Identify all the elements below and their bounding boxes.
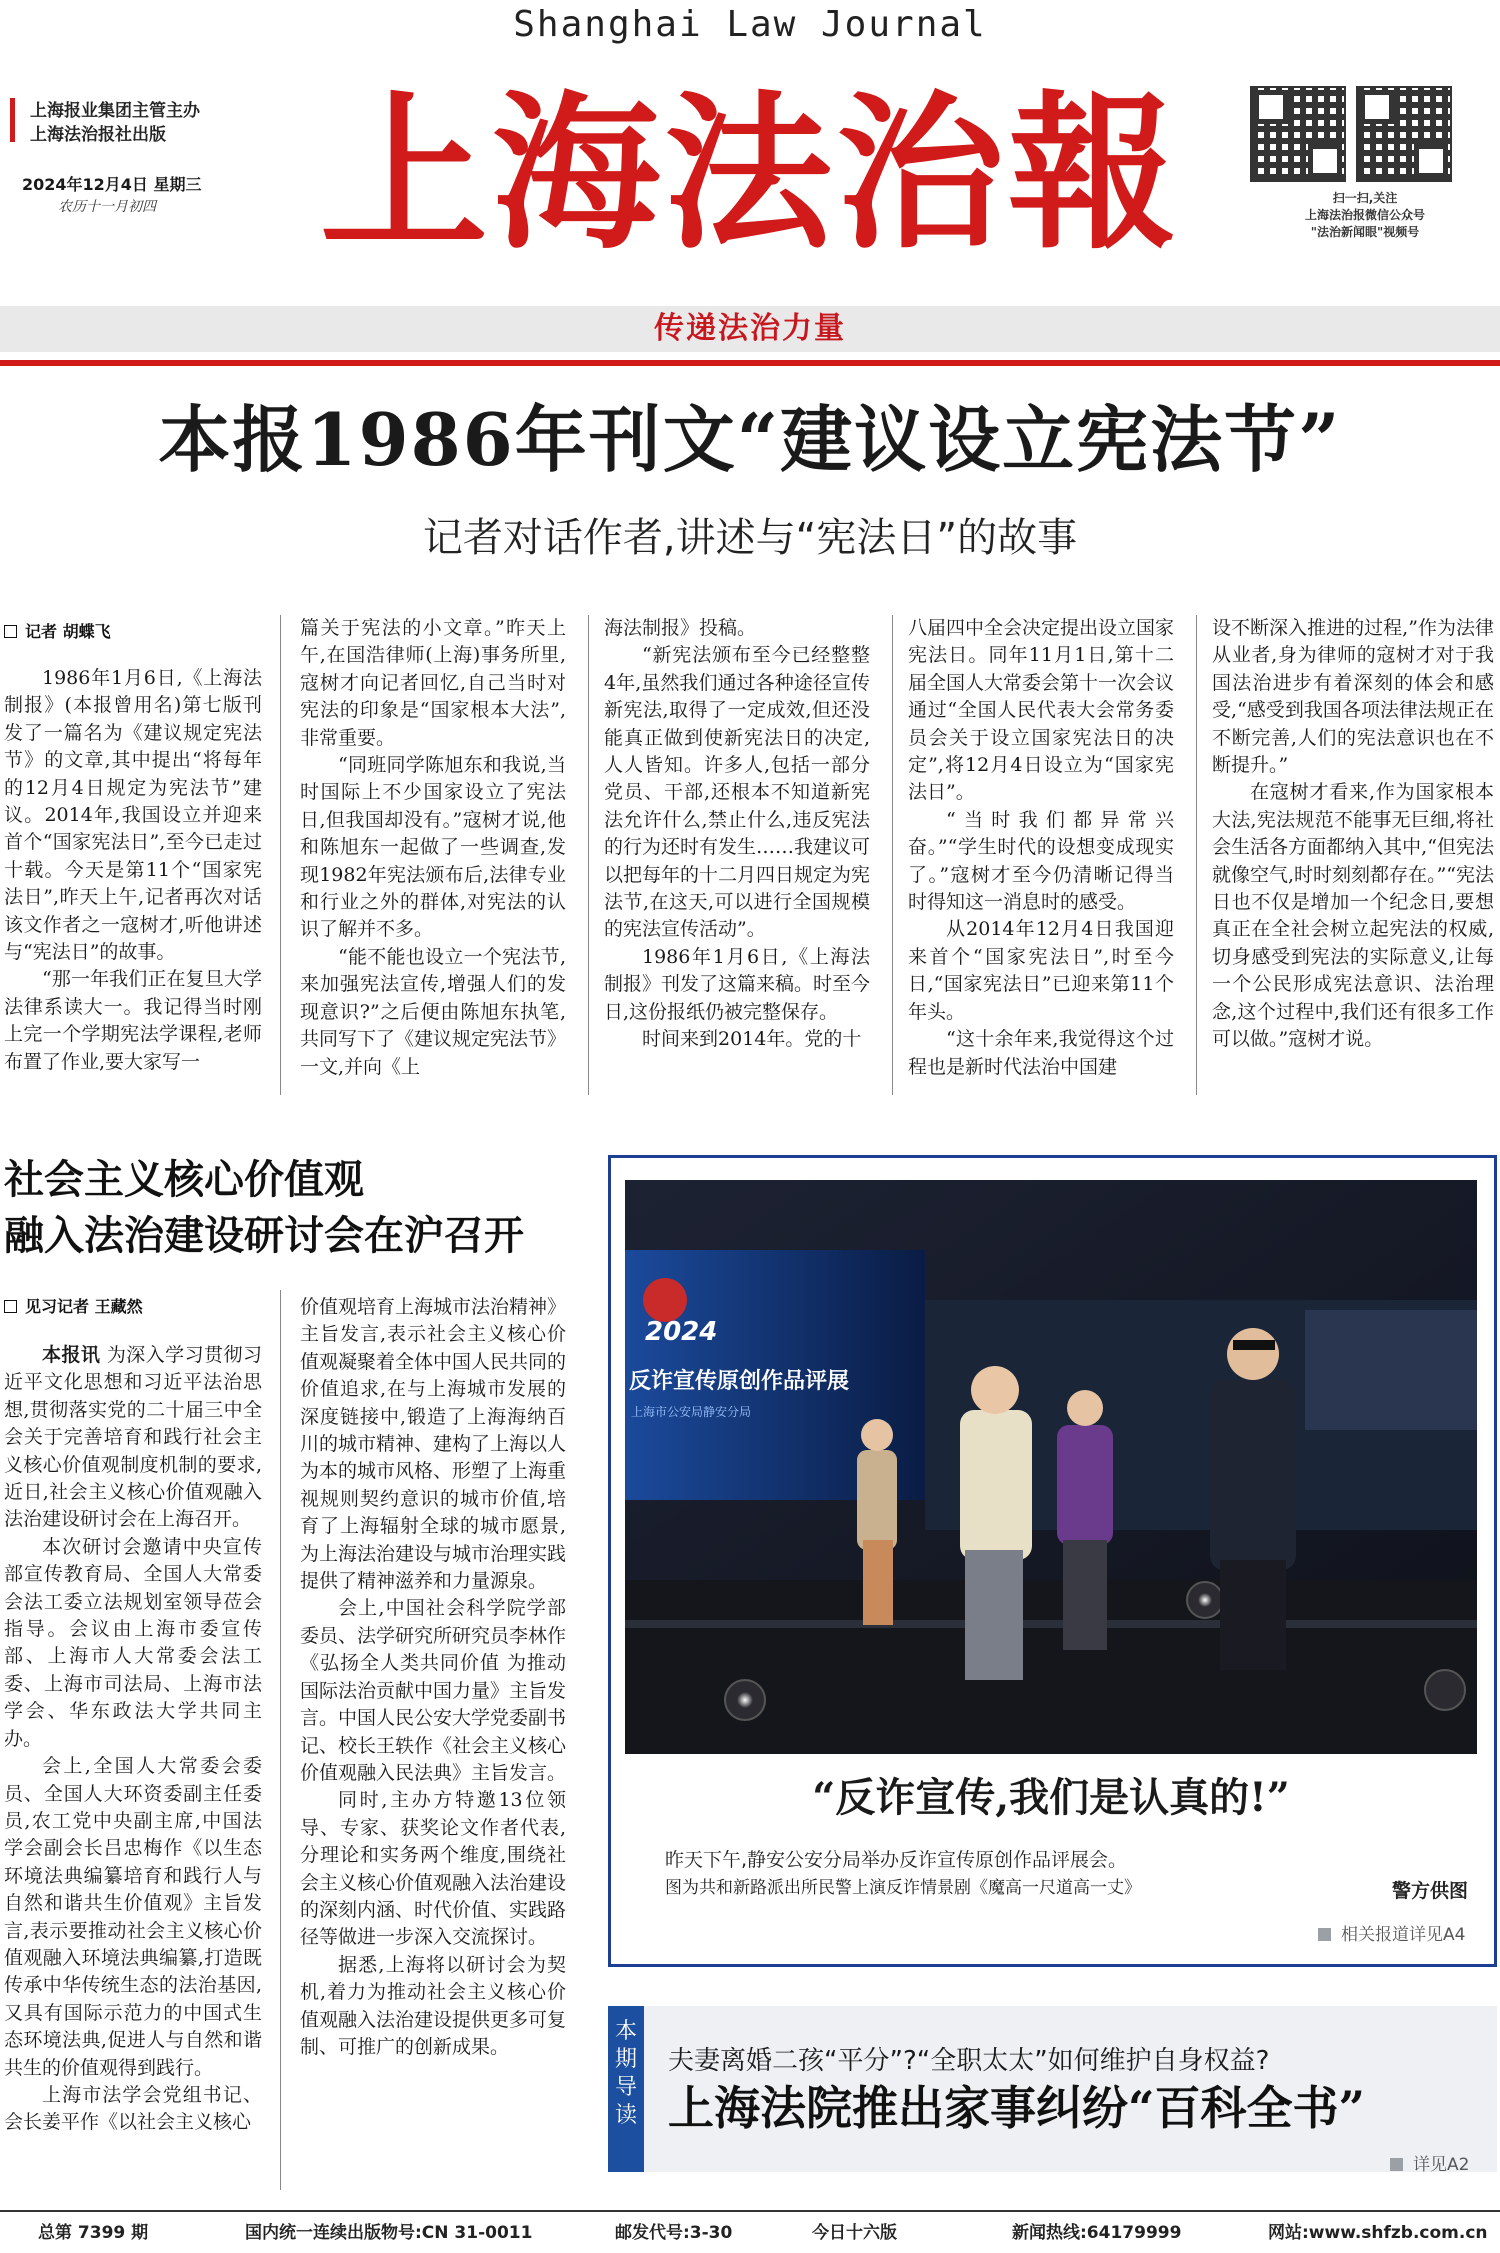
paragraph: “新宪法颁布至今已经整整4年,虽然我们通过各种途径宣传新宪法,取得了一定成效,但还没能真正做到使新宪法日的决定,人人皆知。许多人,包括一部分党员、干部,还根本不知道新宪法允许什么,禁止什么,违反宪法的行为还时有发生……我建议可以把每年的十二月四日规定为宪法节,在这天,可以进行全国规模的宪法宣传活动”。	[604, 644, 871, 941]
lead-headline[interactable]: 本报1986年刊文“建议设立宪法节”	[158, 397, 1342, 482]
paragraph: 会上,全国人大常委会委员、全国人大环资委副主任委员,农工党中央副主席,中国法学会副会长吕忠梅作《以生态环境法典编纂培育和践行人与自然和谐共生价值观》主旨发言,表示要推动社会主义核心价值观融入环境法典编纂,打造既传承中华传统生态的法治基因,又具有国际示范力的中国式生态环境法典,促进人与自然和谐共生的价值观得到践行。	[4, 1755, 262, 2079]
guide-tab-char: 读	[614, 2103, 637, 2128]
lead-byline	[4, 619, 111, 642]
paragraph: 设不断深入推进的过程,”作为法律从业者,身为律师的寇树才对于我国法治进步有着深刻的体会和感受,“感受到我国各项法律法规正在不断完善,人们的宪法意识也在不断提升。”	[1212, 617, 1494, 777]
lead-column-2	[300, 615, 566, 1081]
column-divider	[280, 615, 281, 1095]
paragraph: 八届四中全会决定提出设立国家宪法日。同年11月1日,第十二届全国人大常委会第十一次会议通过“全国人民代表大会常务委员会关于设立国家宪法日的决定”,将12月4日设立为“国家宪法日”。	[908, 617, 1175, 804]
screen-title: 反诈宣传原创作品评展	[629, 1369, 850, 1394]
qr-caption-line-2: 上海法治报微信公众号	[1304, 208, 1425, 222]
qr-caption-line-3: "法治新闻眼"视频号	[1310, 225, 1420, 239]
paragraph: 海法制报》投稿。	[604, 617, 757, 639]
guide-question[interactable]: 夫妻离婚二孩“平分”?“全职太太”如何维护自身权益?	[668, 2046, 1270, 2076]
lunar-date: 农历十一月初四	[58, 199, 156, 215]
footer-divider	[0, 2210, 1500, 2212]
lead-column-4	[908, 615, 1174, 1081]
lead-byline-text: 记者 胡蝶飞	[25, 622, 111, 641]
qr-caption	[1250, 190, 1480, 241]
guide-tab-char: 导	[614, 2075, 637, 2100]
story2-lead-label: 本报讯	[42, 1344, 101, 1366]
story2-column-2	[300, 1294, 566, 2061]
paragraph: 时间来到2014年。党的十	[642, 1028, 862, 1051]
screen-subtitle: 上海市公安局静安分局	[631, 1405, 752, 1419]
english-title: Shanghai Law Journal	[513, 4, 987, 45]
paragraph: “能不能也设立一个宪法节,来加强宪法宣传,增强人们的发现意识?”之后便由陈旭东执笔,共同写下了《建议规定宪法节》一文,并向《上	[300, 945, 567, 1078]
photo-caption-line-2: 图为共和新路派出所民警上演反诈情景剧《魔高一尺道高一丈》	[665, 1878, 1141, 1898]
footer-pages: 今日十六版	[812, 2223, 897, 2243]
story2-title-line-2: 融入法治建设研讨会在沪召开	[4, 1212, 524, 1259]
paragraph: “当时我们都异常兴奋。”“学生时代的设想变成现实了。”寇树才至今仍清晰记得当时得知这一消息时的感受。	[908, 808, 1174, 914]
guide-tab-char: 本	[614, 2019, 637, 2044]
story2-byline	[4, 1294, 143, 1317]
screen-year: 2024	[645, 1317, 718, 1347]
story2-title[interactable]	[4, 1152, 594, 1264]
guide-reference-link[interactable]	[1390, 2150, 1469, 2175]
paragraph: “这十余年来,我觉得这个过程也是新时代法治中国建	[908, 1028, 1174, 1078]
guide-reference-text: 详见A2	[1413, 2155, 1470, 2175]
paragraph: 上海市法学会党组书记、会长姜平作《以社会主义核心	[4, 2083, 262, 2134]
qr-caption-line-1: 扫一扫,关注	[1332, 191, 1398, 205]
paragraph: 据悉,上海将以研讨会为契机,着力为推动社会主义核心价值观融入法治建设提供更多可复制、可推广的创新成果。	[300, 1953, 567, 2058]
paragraph: 价值观培育上海城市法治精神》主旨发言,表示社会主义核心价值观凝聚着全体中国人民共同的价值追求,在与上海城市发展的深度链接中,锻造了上海海纳百川的城市精神、建构了上海以人为本的城市风格、形塑了上海重视规则契约意识的城市价值,培育了上海辐射全球的城市愿景,为上海法治建设与城市治理实践提供了精神滋养和力量源泉。	[300, 1296, 567, 1593]
slogan: 传递法治力量	[654, 311, 846, 346]
guide-headline[interactable]: 上海法院推出家事纠纷“百科全书”	[668, 2081, 1365, 2135]
paragraph: “同班同学陈旭东和我说,当时国际上不少国家设立了宪法日,但我国却没有。”寇树才说,他和陈旭东一起做了一些调查,发现1982年宪法颁布后,法律专业和行业之外的群体,对宪法的认识了解并不多。	[300, 754, 566, 941]
paragraph: 本次研讨会邀请中央宣传部宣传教育局、全国人大常委会法工委立法规划室领导莅会指导。会议由上海市委宣传部、上海市人大常委会法工委、上海市司法局、上海市法学会、华东政法大学共同主办。	[4, 1535, 262, 1750]
paragraph: “那一年我们正在复旦大学法律系读大一。我记得当时刚上完一个学期宪法学课程,老师布置了作业,要大家写一	[4, 968, 262, 1073]
lead-column-1	[4, 665, 262, 1076]
publisher-mark	[10, 98, 15, 142]
square-bullet-icon	[1318, 1928, 1331, 1941]
lead-column-5	[1212, 615, 1494, 1054]
footer-website[interactable]: 网站:www.shfzb.com.cn	[1268, 2223, 1488, 2243]
footer-cn-number: 国内统一连续出版物号:CN 31-0011	[245, 2223, 533, 2243]
paragraph: 从2014年12月4日我国迎来首个“国家宪法日”,时至今日,“国家宪法日”已迎来第11个年头。	[908, 918, 1174, 1023]
story2-title-line-1: 社会主义核心价值观	[4, 1156, 364, 1203]
paragraph: 在寇树才看来,作为国家根本大法,宪法规范不能事无巨细,将社会生活各方面都纳入其中,“但宪法就像空气,时时刻刻都存在。”“宪法日也不仅是增加一个纪念日,要想真正在全社会树立起宪法的权威,切身感受到宪法的实际意义,让每一个公民形成宪法意识、法治理念,这个过程中,我们还有很多工作可以做。”寇树才说。	[1212, 781, 1494, 1051]
paragraph: 会上,中国社会科学院学部委员、法学研究所研究员李林作《弘扬全人类共同价值 为推动国际法治贡献中国力量》主旨发言。中国人民公安大学党委副书记、校长王轶作《社会主义核心价值观融入民法典》主旨发言。	[300, 1597, 567, 1784]
paragraph: 1986年1月6日,《上海法制报》刊发了这篇来稿。时至今日,这份报纸仍被完整保存。	[604, 945, 871, 1023]
column-divider	[1196, 615, 1197, 1095]
square-bullet-icon	[1390, 2158, 1403, 2171]
stage-photo[interactable]	[625, 1180, 1477, 1754]
lead-subheadline: 记者对话作者,讲述与“宪法日”的故事	[422, 515, 1078, 561]
photo-reference-link[interactable]	[1318, 1920, 1465, 1945]
paragraph: 篇关于宪法的小文章。”昨天上午,在国浩律师(上海)事务所里,寇树才向记者回忆,自己当时对宪法的印象是“国家根本大法”,非常重要。	[300, 617, 566, 749]
story2-byline-text: 见习记者 王藏然	[25, 1297, 143, 1316]
newspaper-logo: 上海法治報	[320, 74, 1180, 272]
photo-reference-text: 相关报道详见A4	[1341, 1925, 1466, 1945]
column-divider	[280, 1290, 281, 2190]
photo-caption	[665, 1846, 1305, 1902]
footer-postal-code: 邮发代号:3-30	[615, 2223, 733, 2243]
guide-tab-char: 期	[614, 2047, 637, 2072]
guide-tab	[608, 2006, 644, 2172]
masthead-divider	[0, 360, 1500, 366]
video-qr-code[interactable]	[1356, 86, 1452, 182]
photo-credit: 警方供图	[1392, 1880, 1469, 1902]
column-divider	[588, 615, 589, 1095]
publisher-line-1: 上海报业集团主管主办	[30, 101, 200, 121]
story2-column-1: 本报讯 为深入学习贯彻习近平文化思想和习近平法治思想,贯彻落实党的二十届三中全会关于完善培育和践行社会主义核心价值观制度机制的要求,近日,社会主义核心价值观融入法治建设研讨会在上海召开。 本次研讨会邀请中央宣传部宣传教育局、全国人大常委会法工委立法规划室领导莅会指导。会议由上海市委宣传部、上海市人大常委会法工委、上海市司法局、上海市法学会、华东政法大学共同主办。 会上,全国人大常委会委员、全国人大环资委副主任委员,农工党中央副主席,中国法学会副会长吕忠梅作《以生态环境法典编纂培育和践行人与自然和谐共生价值观》主旨发言,表示要推动社会主义核心价值观融入环境法典编纂,打造既传承中华传统生态的法治基因,又具有国际示范力的中国式生态环境法典,促进人与自然和谐共生的价值观得到践行。 上海市法学会党组书记、会长姜平作《以社会主义核心	[4, 1342, 262, 2137]
footer-issue: 总第 7399 期	[38, 2223, 149, 2243]
lead-column-3	[604, 615, 870, 1054]
photo-title[interactable]: “反诈宣传,我们是认真的!”	[812, 1774, 1290, 1821]
paragraph: 1986年1月6日,《上海法制报》(本报曾用名)第七版刊发了一篇名为《建议规定宪法节》的文章,其中提出“将每年的12月4日规定为宪法节”建议。2014年,我国设立并迎来首个“国家宪法日”,至今已走过十载。今天是第11个“国家宪法日”,昨天上午,记者再次对话该文作者之一寇树才,听他讲述与“宪法日”的故事。	[4, 667, 262, 964]
photo-caption-line-1: 昨天下午,静安公安分局举办反诈宣传原创作品评展会。	[665, 1849, 1128, 1871]
wechat-qr-code[interactable]	[1250, 86, 1346, 182]
footer-hotline: 新闻热线:64179999	[1012, 2223, 1182, 2243]
issue-date: 2024年12月4日 星期三	[22, 175, 202, 194]
publisher-line-2: 上海法治报社出版	[30, 125, 166, 145]
paragraph: 同时,主办方特邀13位领导、专家、获奖论文作者代表,分理论和实务两个维度,围绕社会主义核心价值观融入法治建设的深刻内涵、时代价值、实践路径等做进一步深入交流探讨。	[300, 1789, 567, 1949]
column-divider	[892, 615, 893, 1095]
